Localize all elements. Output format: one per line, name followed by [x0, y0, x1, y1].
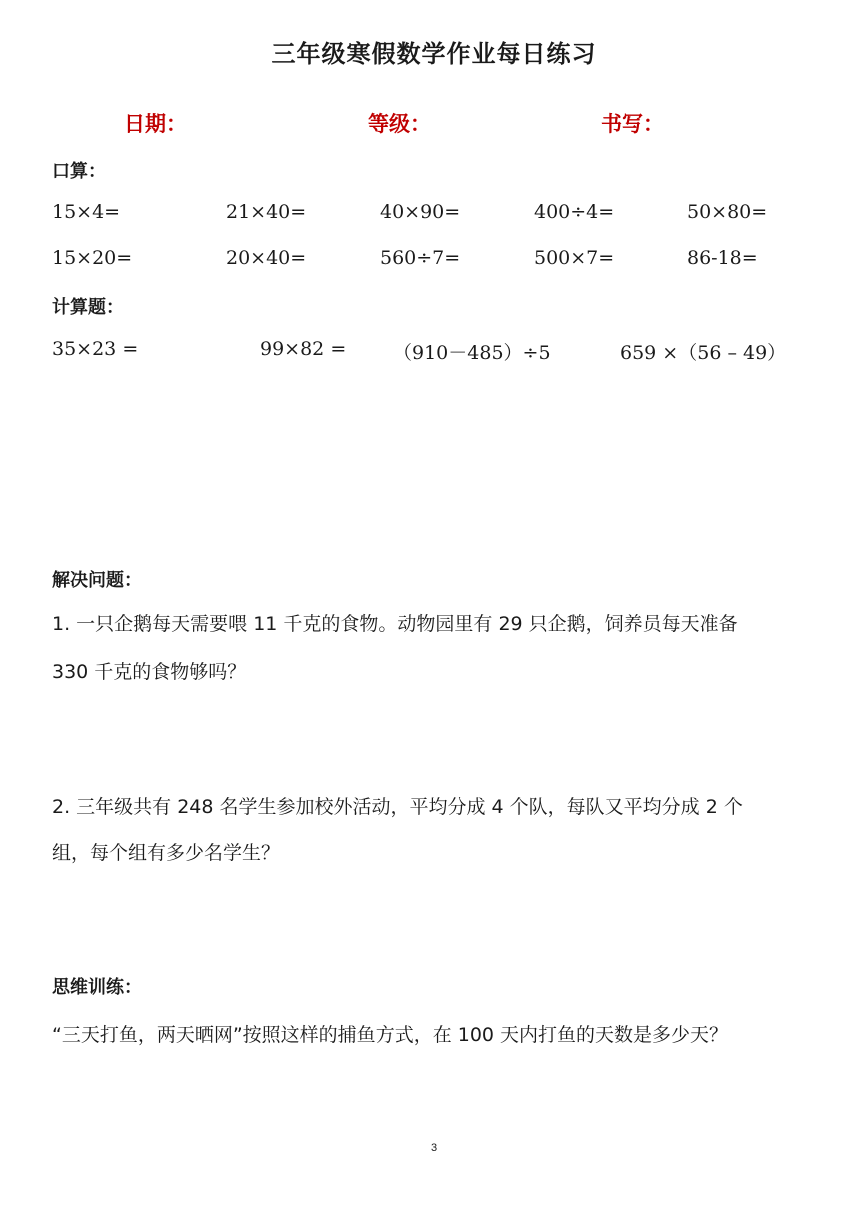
problem-1-line-2: 330 千克的食物够吗？	[52, 661, 247, 683]
oral-item: 20×40=	[226, 247, 307, 269]
oral-item: 500×7=	[534, 247, 615, 269]
oral-item: 21×40=	[226, 201, 307, 223]
thinking-question: “三天打鱼，两天晒网”按照这样的捕鱼方式，在 100 天内打鱼的天数是多少天？	[52, 1024, 729, 1046]
thinking-heading: 思维训练：	[52, 977, 142, 998]
writing-label: 书写：	[601, 112, 664, 136]
page-title: 三年级寒假数学作业每日练习	[271, 40, 597, 68]
calculation-heading: 计算题：	[52, 297, 124, 318]
oral-heading: 口算：	[52, 161, 106, 182]
oral-item: 15×4=	[52, 201, 121, 223]
problem-2-line-1: 2. 三年级共有 248 名学生参加校外活动，平均分成 4 个队，每队又平均分成 2 个	[52, 796, 743, 818]
calculation-item: 99×82 =	[260, 338, 347, 360]
calculation-item: 35×23 =	[52, 338, 139, 360]
oral-item: 15×20=	[52, 247, 133, 269]
oral-item: 560÷7=	[380, 247, 461, 269]
oral-item: 50×80=	[687, 201, 768, 223]
calculation-item: （910－485）÷5	[393, 342, 551, 364]
oral-item: 40×90=	[380, 201, 461, 223]
page-number: 3	[430, 1142, 438, 1154]
oral-item: 400÷4=	[534, 201, 615, 223]
date-label: 日期：	[124, 112, 187, 136]
problems-heading: 解决问题：	[52, 570, 142, 591]
problem-2-line-2: 组，每个组有多少名学生？	[52, 842, 281, 864]
oral-item: 86-18=	[687, 247, 758, 269]
calculation-item: 659 ×（56 – 49）	[620, 342, 787, 364]
grade-label: 等级：	[368, 112, 431, 136]
problem-1-line-1: 1. 一只企鹅每天需要喂 11 千克的食物。动物园里有 29 只企鹅，饲养员每天准备	[52, 613, 738, 635]
